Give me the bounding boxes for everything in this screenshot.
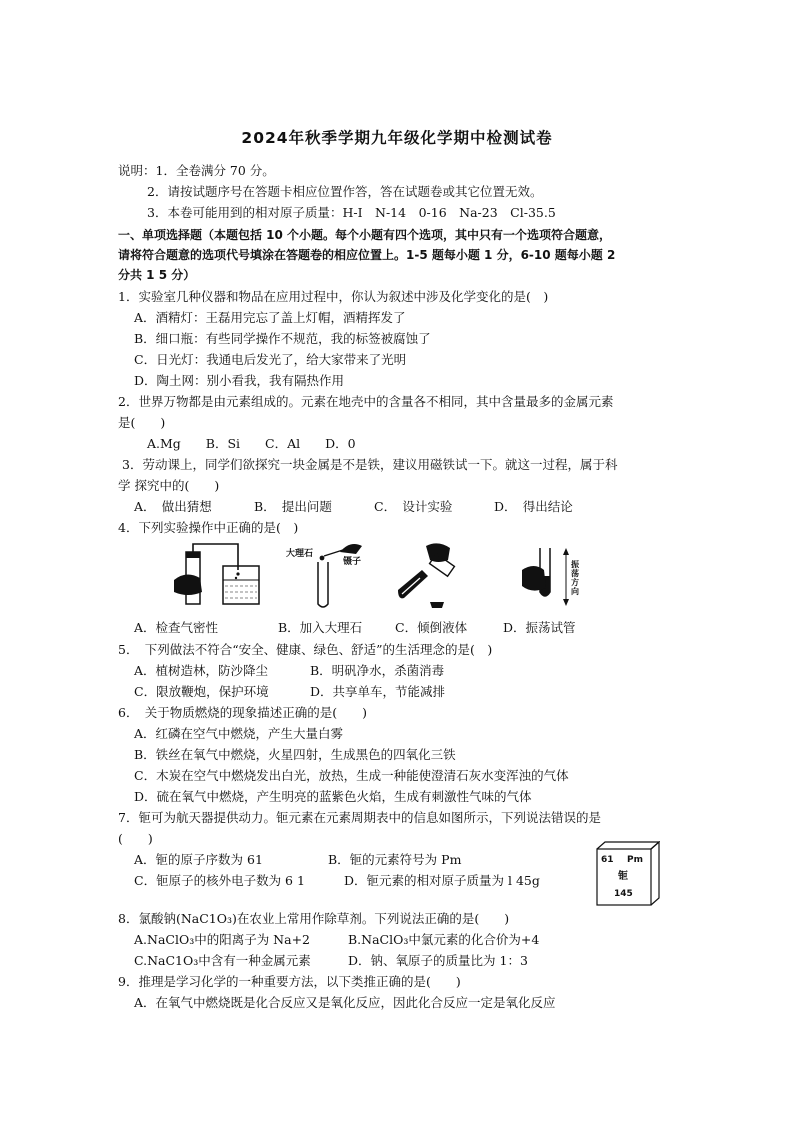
q8-option-b: B.NaClO₃中氯元素的化合价为+4: [348, 932, 540, 947]
q5-option-c: C．限放鞭炮，保护环境: [134, 684, 269, 699]
q6-option-c: C．木炭在空气中燃烧发出白光，放热，生成一种能使澄清石灰水变浑浊的气体: [134, 768, 569, 783]
q6-option-a: A．红磷在空气中燃烧，产生大量白雾: [134, 726, 344, 741]
q2-stem-line-2: 是( ): [118, 415, 166, 430]
q1-option-a: A．酒精灯：王磊用完忘了盖上灯帽，酒精挥发了: [134, 310, 406, 325]
q8-option-d: D．钠、氧原子的质量比为 1：3: [348, 953, 528, 968]
q6-option-d: D．硫在氧气中燃烧，产生明亮的蓝紫色火焰，生成有刺激性气味的气体: [134, 789, 532, 804]
section-heading-line-1: 一、单项选择题（本题包括 10 个小题。每个小题有四个选项，其中只有一个选项符合题意，: [118, 228, 612, 242]
q5-option-a: A．植树造林，防沙降尘: [134, 663, 269, 678]
q1-option-b: B．细口瓶：有些同学操作不规范，我的标签被腐蚀了: [134, 331, 431, 346]
q7-option-a: A．钷的原子序数为 61: [134, 852, 263, 867]
q3-stem-line-1: 3．劳动课上，同学们欲探究一块金属是不是铁，建议用磁铁试一下。就这一过程，属于科: [122, 457, 618, 472]
page-title: 2024年秋季学期九年级化学期中检测试卷: [241, 129, 553, 147]
shake-direction-label: 振荡方向: [571, 560, 579, 596]
note-2: 2．请按试题序号在答题卡相应位置作答，答在试题卷或其它位置无效。: [147, 184, 543, 199]
cell-symbol: Pm: [627, 855, 643, 865]
periodic-table-cell: [596, 847, 652, 905]
q7-option-c: C．钷原子的核外电子数为 6 1: [134, 873, 305, 888]
q8-option-a: A.NaClO₃中的阳离子为 Na+2: [134, 932, 311, 947]
q5-option-b: B．明矾净水，杀菌消毒: [310, 663, 445, 678]
adding-marble-figure: [290, 540, 380, 612]
q4-option-b: B．加入大理石: [278, 620, 363, 635]
section-heading-line-2: 请将符合题意的选项代号填涂在答题卷的相应位置上。1-5 题每小题 1 分，6-10 题每小题 2: [118, 248, 616, 262]
q5-option-d: D．共享单车，节能减排: [310, 684, 446, 699]
q4-stem: 4．下列实验操作中正确的是( ): [118, 520, 299, 535]
q3-stem-line-2: 学 探究中的( ): [118, 478, 220, 493]
q2-options: A.Mg B．Si C．Al D．0: [147, 436, 356, 451]
q7-option-d: D．钷元素的相对原子质量为 l 45g: [344, 873, 540, 888]
tweezers-label: 镊子: [343, 557, 362, 567]
q8-stem: 8．氯酸钠(NaC1O₃)在农业上常用作除草剂。下列说法正确的是( ): [118, 911, 510, 926]
q4-option-a: A．检查气密性: [134, 620, 219, 635]
q4-option-c: C．倾倒液体: [395, 620, 468, 635]
q3-option-d: D． 得出结论: [494, 499, 573, 514]
q3-option-b: B． 提出问题: [254, 499, 332, 514]
q7-option-b: B．钷的元素符号为 Pm: [328, 852, 462, 867]
airtightness-check-figure: [166, 540, 266, 610]
note-3: 3．本卷可能用到的相对原子质量：H-I N-14 0-16 Na-23 Cl-35.5: [147, 205, 556, 220]
q2-stem-line-1: 2．世界万物都是由元素组成的。元素在地壳中的含量各不相同，其中含量最多的金属元素: [118, 394, 614, 409]
q1-stem: 1．实验室几种仪器和物品在应用过程中，你认为叙述中涉及化学变化的是( ): [118, 289, 549, 304]
section-heading-line-3: 分共 1 5 分）: [118, 268, 196, 282]
q9-option-a: A．在氧气中燃烧既是化合反应又是氧化反应，因此化合反应一定是氧化反应: [134, 995, 556, 1010]
q6-stem: 6． 关于物质燃烧的现象描述正确的是( ): [118, 705, 367, 720]
q4-option-d: D．振荡试管: [503, 620, 576, 635]
marble-label: 大理石: [286, 549, 314, 559]
note-1: 说明：1．全卷满分 70 分。: [118, 163, 275, 178]
q8-option-c: C.NaC1O₃中含有一种金属元素: [134, 953, 311, 968]
cell-element-name: 钷: [618, 871, 628, 882]
pouring-liquid-figure: [392, 540, 472, 612]
cell-atomic-mass: 145: [614, 889, 633, 899]
q6-option-b: B．铁丝在氧气中燃烧，火星四射，生成黑色的四氧化三铁: [134, 747, 456, 762]
cell-atomic-number: 61: [601, 855, 614, 865]
q1-option-d: D．陶土网：别小看我，我有隔热作用: [134, 373, 345, 388]
q3-option-a: A． 做出猜想: [134, 499, 212, 514]
q5-stem: 5． 下列做法不符合“安全、健康、绿色、舒适”的生活理念的是( ): [118, 642, 493, 657]
q1-option-c: C．日光灯：我通电后发光了，给大家带来了光明: [134, 352, 407, 367]
q7-stem-line-2: ( ): [118, 831, 153, 846]
q3-option-c: C． 设计实验: [374, 499, 453, 514]
q9-stem: 9．推理是学习化学的一种重要方法，以下类推正确的是( ): [118, 974, 461, 989]
q7-stem-line-1: 7．钷可为航天器提供动力。钷元素在元素周期表中的信息如图所示，下列说法错误的是: [118, 810, 601, 825]
